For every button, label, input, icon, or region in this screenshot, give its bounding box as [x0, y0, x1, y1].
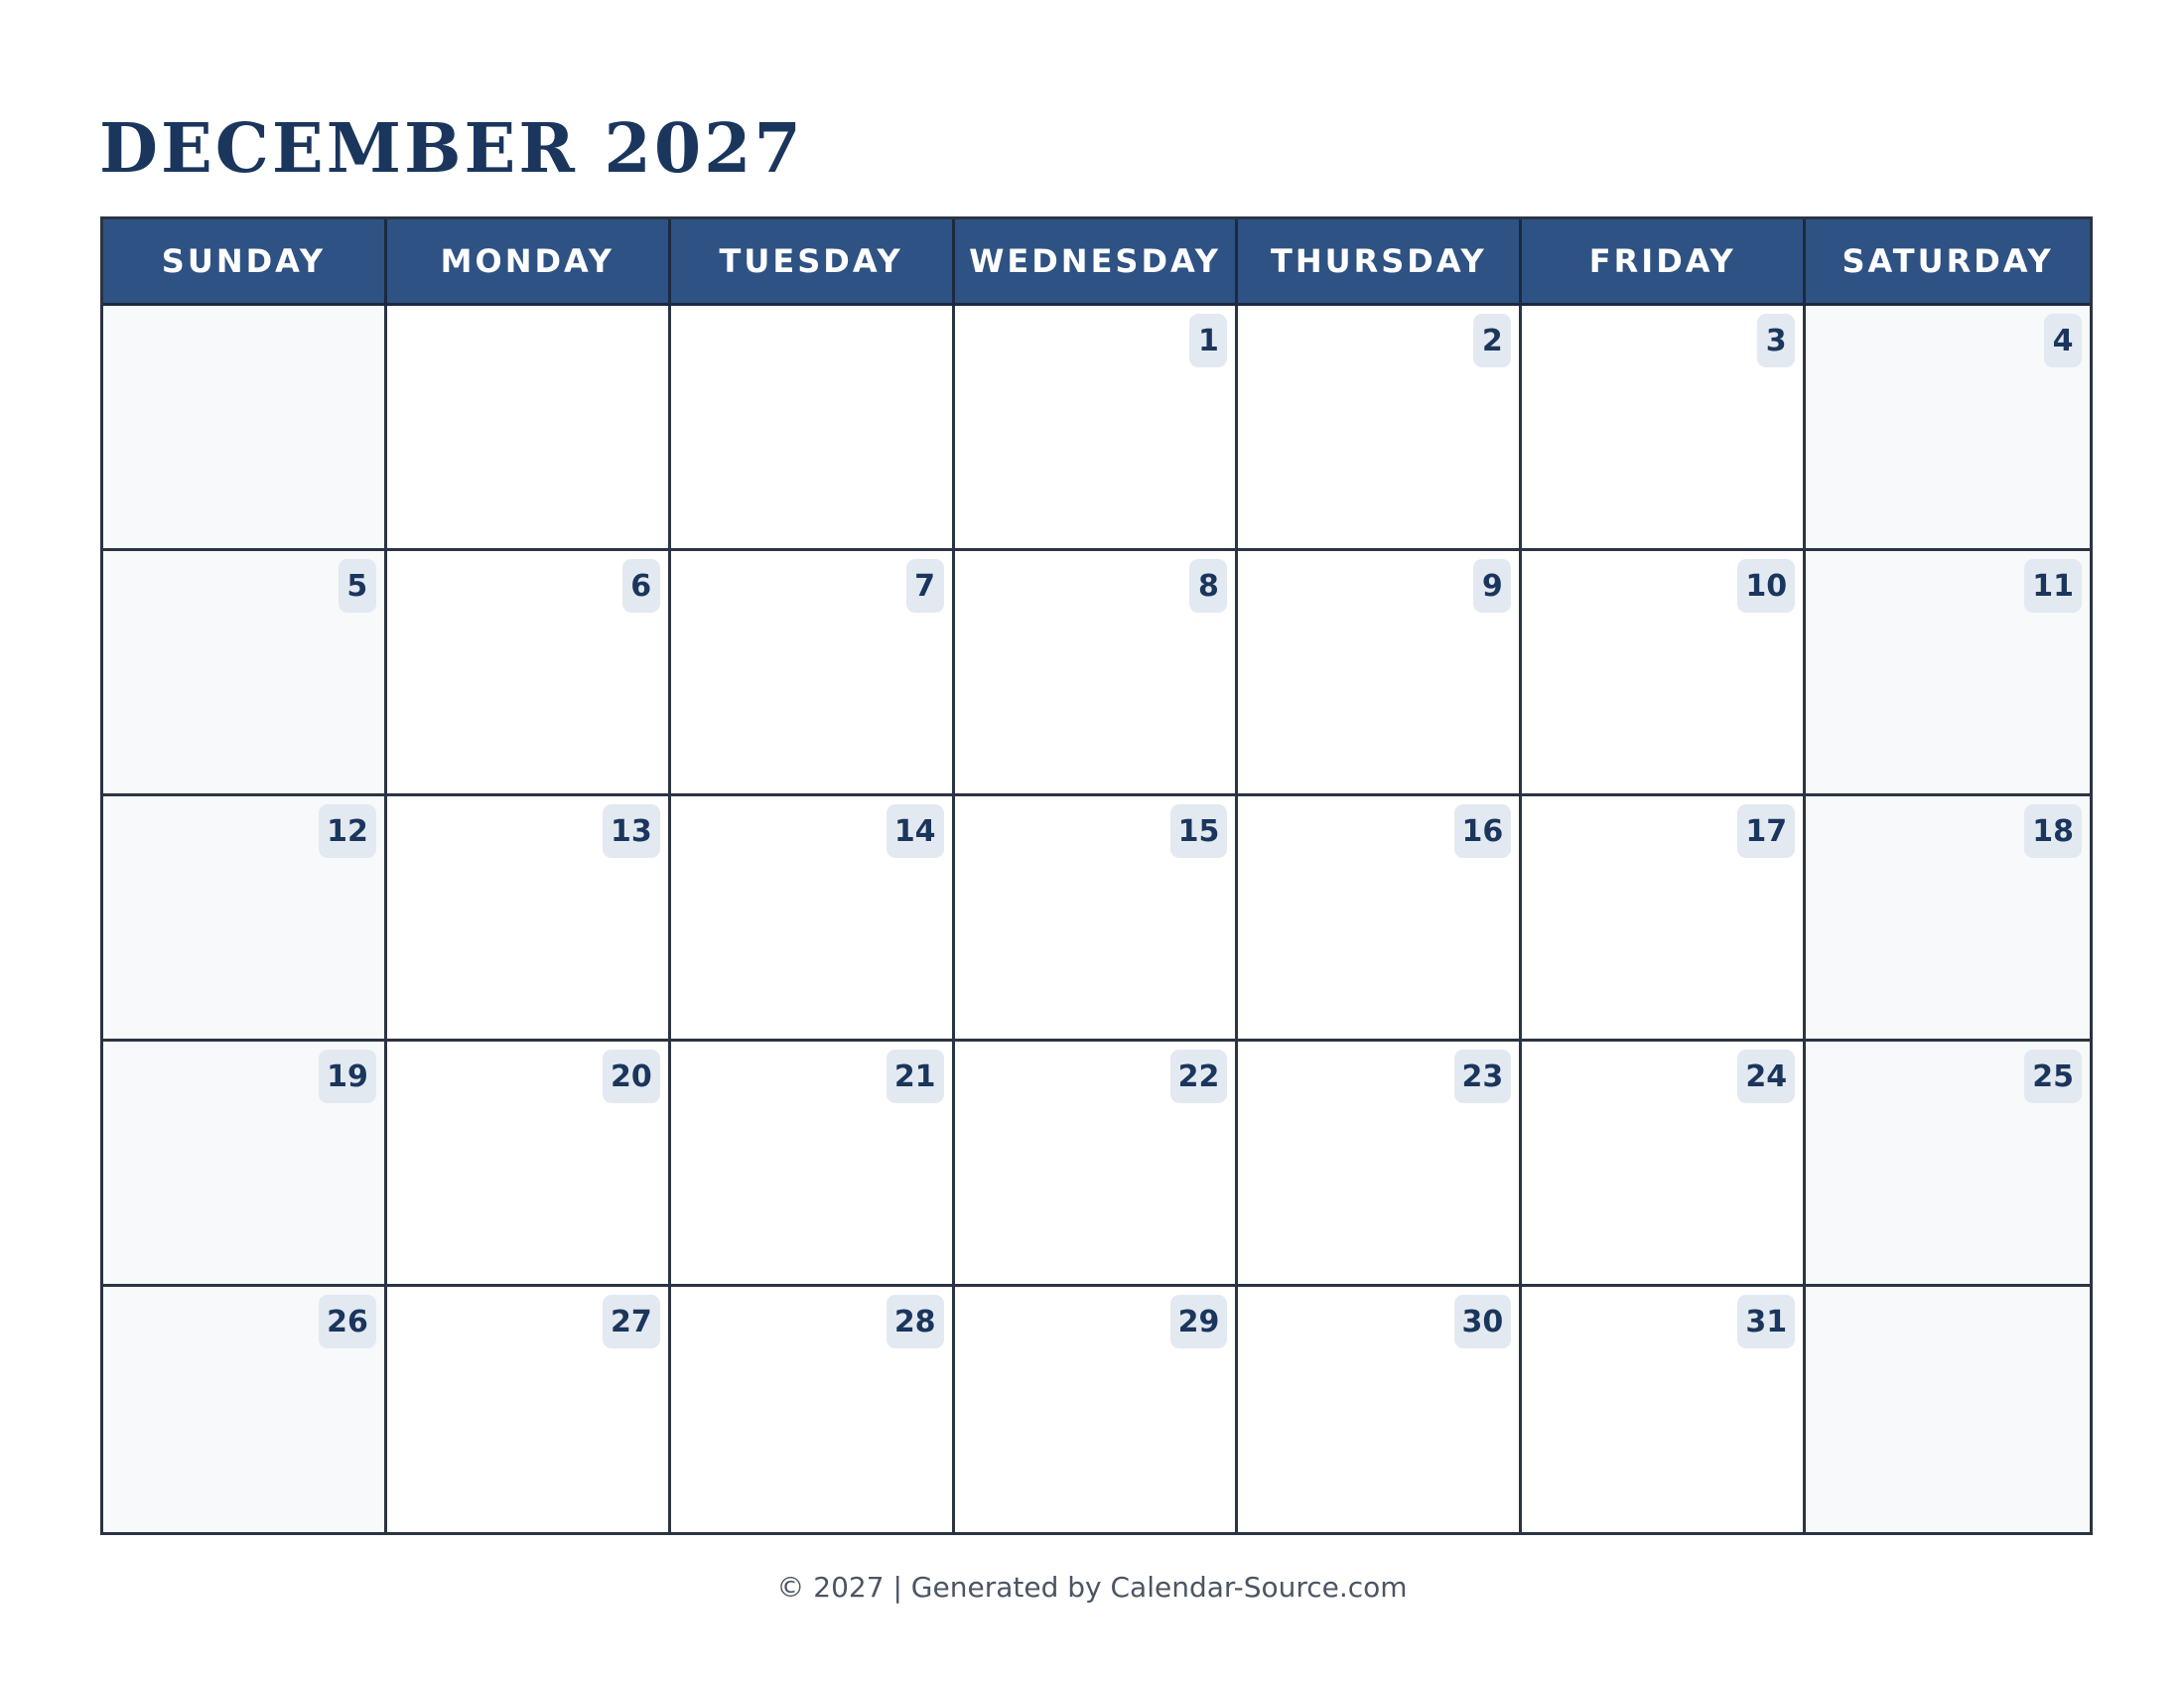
- day-cell[interactable]: [103, 551, 387, 796]
- page-title: DECEMBER 2027: [99, 109, 804, 189]
- day-number: 9: [1473, 559, 1511, 613]
- weekday-header-saturday: SATURDAY: [1806, 219, 2090, 306]
- day-cell[interactable]: [387, 551, 671, 796]
- day-number: 2: [1473, 314, 1511, 367]
- day-number: 12: [319, 804, 376, 858]
- day-cell[interactable]: [1522, 551, 1806, 796]
- day-number: 6: [622, 559, 660, 613]
- day-number: 31: [1737, 1295, 1795, 1348]
- day-cell[interactable]: [1238, 306, 1522, 551]
- day-number: 30: [1454, 1295, 1512, 1348]
- weekday-header-sunday: SUNDAY: [103, 219, 387, 306]
- day-number: 27: [603, 1295, 660, 1348]
- day-cell[interactable]: [1522, 1287, 1806, 1532]
- day-number: 19: [319, 1050, 376, 1103]
- day-number: 28: [887, 1295, 944, 1348]
- day-number: 7: [906, 559, 944, 613]
- day-cell[interactable]: [1806, 1042, 2090, 1287]
- day-cell[interactable]: [955, 1287, 1239, 1532]
- day-cell[interactable]: [671, 796, 955, 1042]
- day-cell[interactable]: [1238, 551, 1522, 796]
- day-cell[interactable]: [1522, 1042, 1806, 1287]
- day-cell[interactable]: [387, 1042, 671, 1287]
- day-cell[interactable]: [1806, 796, 2090, 1042]
- day-cell[interactable]: [1806, 551, 2090, 796]
- day-cell[interactable]: [955, 796, 1239, 1042]
- day-number: 4: [2044, 314, 2082, 367]
- day-number: 23: [1454, 1050, 1512, 1103]
- day-cell[interactable]: [1238, 1287, 1522, 1532]
- day-number: 29: [1170, 1295, 1228, 1348]
- day-number: 10: [1737, 559, 1795, 613]
- day-cell[interactable]: [103, 1287, 387, 1532]
- weekday-header-wednesday: WEDNESDAY: [955, 219, 1239, 306]
- weekday-header-friday: FRIDAY: [1522, 219, 1806, 306]
- empty-day-cell: [387, 306, 671, 551]
- day-number: 18: [2024, 804, 2082, 858]
- day-number: 26: [319, 1295, 376, 1348]
- empty-day-cell: [1806, 1287, 2090, 1532]
- day-cell[interactable]: [955, 551, 1239, 796]
- day-number: 1: [1189, 314, 1227, 367]
- empty-day-cell: [103, 306, 387, 551]
- weekday-header-monday: MONDAY: [387, 219, 671, 306]
- day-cell[interactable]: [387, 1287, 671, 1532]
- day-cell[interactable]: [955, 306, 1239, 551]
- day-cell[interactable]: [1522, 796, 1806, 1042]
- weekday-header-thursday: THURSDAY: [1238, 219, 1522, 306]
- day-number: 5: [339, 559, 376, 613]
- day-number: 21: [887, 1050, 944, 1103]
- day-cell[interactable]: [1238, 796, 1522, 1042]
- footer-text: © 2027 | Generated by Calendar-Source.com: [776, 1571, 1408, 1604]
- day-number: 17: [1737, 804, 1795, 858]
- calendar-grid: [100, 216, 2093, 1535]
- day-cell[interactable]: [955, 1042, 1239, 1287]
- day-cell[interactable]: [387, 796, 671, 1042]
- day-number: 3: [1757, 314, 1795, 367]
- weekday-header-tuesday: TUESDAY: [671, 219, 955, 306]
- day-number: 13: [603, 804, 660, 858]
- day-cell[interactable]: [103, 796, 387, 1042]
- day-number: 24: [1737, 1050, 1795, 1103]
- day-cell[interactable]: [1522, 306, 1806, 551]
- day-cell[interactable]: [671, 1042, 955, 1287]
- day-cell[interactable]: [1238, 1042, 1522, 1287]
- day-number: 14: [887, 804, 944, 858]
- day-number: 11: [2024, 559, 2082, 613]
- day-cell[interactable]: [103, 1042, 387, 1287]
- day-number: 15: [1170, 804, 1228, 858]
- day-number: 25: [2024, 1050, 2082, 1103]
- day-number: 22: [1170, 1050, 1228, 1103]
- day-cell[interactable]: [671, 551, 955, 796]
- day-cell[interactable]: [1806, 306, 2090, 551]
- day-number: 20: [603, 1050, 660, 1103]
- day-number: 16: [1454, 804, 1512, 858]
- day-cell[interactable]: [671, 1287, 955, 1532]
- empty-day-cell: [671, 306, 955, 551]
- day-number: 8: [1189, 559, 1227, 613]
